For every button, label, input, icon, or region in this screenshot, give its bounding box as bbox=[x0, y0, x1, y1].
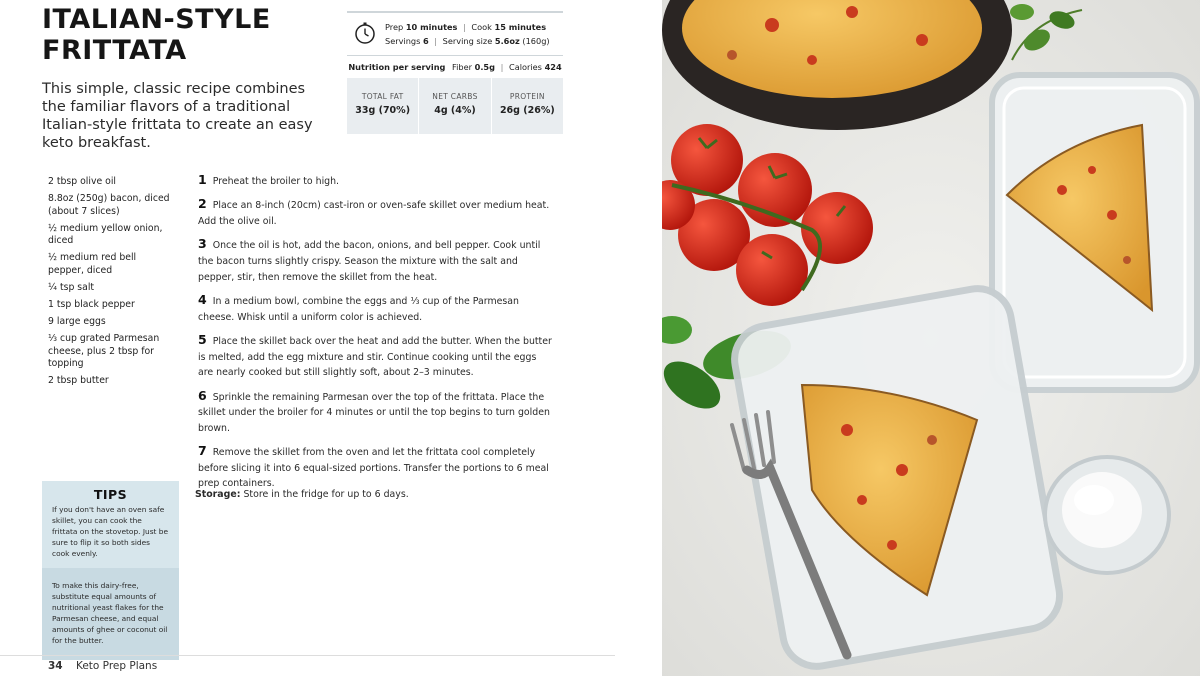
storage-note bbox=[195, 489, 409, 500]
ingredient-item: 9 large eggs bbox=[48, 316, 106, 328]
step-item bbox=[198, 236, 554, 285]
macros-panel bbox=[347, 78, 563, 134]
ingredient-item: 2 tbsp olive oil bbox=[48, 176, 117, 187]
step-number: 7 bbox=[198, 443, 207, 459]
footer-divider bbox=[0, 655, 615, 656]
calories-value: 424 bbox=[544, 62, 562, 72]
nutrition-label: Nutrition per serving bbox=[348, 62, 446, 72]
tips-title: TIPS bbox=[93, 487, 128, 502]
step-item bbox=[198, 196, 554, 229]
macro-label: PROTEIN bbox=[509, 92, 545, 101]
step-text: Remove the skillet from the oven and let the frittata cool completely before slicing it into 6 equal-sized portions. Transfer the portions to 6 meal prep containers. bbox=[198, 447, 549, 490]
title-line-2: FRITTATA bbox=[42, 35, 187, 66]
step-number: 1 bbox=[198, 172, 207, 187]
prep-value: 10 minutes bbox=[405, 22, 458, 32]
calories-label: Calories bbox=[508, 62, 542, 72]
page-number: 34 bbox=[48, 660, 63, 672]
serving-size-label: Serving size bbox=[442, 36, 493, 46]
ingredient-item: ½ medium yellow onion, diced bbox=[48, 222, 163, 247]
servings-value: 6 bbox=[422, 36, 429, 46]
step-text: Sprinkle the remaining Parmesan over the top of the frittata. Place the skillet under the broiler for 4 minutes or until the top begins to turn golden brown. bbox=[198, 391, 550, 434]
salt-bowl bbox=[1045, 457, 1169, 573]
step-text: Place the skillet back over the heat and add the butter. When the butter is melted, add the egg mixture and stir. Continue cooking until the eggs are nearly cooked but still slightly soft, about 2–3 minutes. bbox=[198, 335, 552, 379]
prep-label: Prep bbox=[385, 22, 404, 32]
ingredient-list bbox=[48, 176, 173, 392]
ingredient-item: ½ medium red bell pepper, diced bbox=[48, 252, 137, 276]
cook-value: 15 minutes bbox=[494, 22, 547, 32]
ingredient-item: 8.8oz (250g) bacon, diced (about 7 slices) bbox=[48, 193, 170, 217]
step-number: 3 bbox=[198, 236, 207, 252]
step-item bbox=[198, 332, 554, 381]
food-illustration bbox=[662, 0, 1200, 676]
step-item bbox=[198, 292, 554, 325]
ingredient-item: ⅓ cup grated Parmesan cheese, plus 2 tbsp for topping bbox=[48, 333, 160, 370]
ingredient-item: 1 tsp black pepper bbox=[48, 298, 135, 310]
ingredient-item: 2 tbsp butter bbox=[48, 375, 109, 387]
step-text: Place an 8-inch (20cm) cast-iron or oven-safe skillet over medium heat. Add the olive oil. bbox=[198, 200, 550, 227]
prep-cook-line: Prep 10 minutes | Cook 15 minutes bbox=[385, 22, 547, 32]
step-item bbox=[198, 388, 554, 437]
meal-prep-container bbox=[992, 75, 1197, 390]
servings-label: Servings bbox=[385, 36, 421, 46]
tips-box bbox=[42, 481, 179, 654]
tip-text: If you don't have an oven safe skillet, you can cook the frittata on the stovetop. Just be sure to flip it so both sides cook evenly. bbox=[52, 505, 169, 558]
step-item bbox=[198, 172, 554, 190]
macro-value: 33g (70%) bbox=[355, 105, 411, 116]
step-number: 6 bbox=[198, 387, 207, 403]
macro-value: 4g (4%) bbox=[434, 105, 476, 116]
step-item bbox=[198, 443, 554, 492]
step-text: Once the oil is hot, add the bacon, onions, and bell pepper. Cook until the bacon turns slightly crispy. Season the mixture with the salt and pepper, stir, then remove the skillet from the heat. bbox=[198, 240, 541, 283]
clock-icon bbox=[354, 22, 376, 44]
method-steps bbox=[198, 172, 554, 499]
step-number: 4 bbox=[198, 291, 207, 307]
macro-value: 26g (26%) bbox=[499, 105, 555, 116]
frittata-photo bbox=[662, 0, 1200, 676]
book-section: Keto Prep Plans bbox=[75, 660, 158, 672]
macro-carbs bbox=[419, 78, 491, 134]
recipe-info-box bbox=[347, 11, 563, 135]
servings-line: Servings 6 | Serving size 5.6oz (160g) bbox=[385, 36, 550, 46]
macro-protein bbox=[492, 78, 563, 134]
tip-text: To make this dairy-free, substitute equal amounts of nutritional yeast flakes for the Parmesan cheese, and equal amounts of ghee or coconut oil for the butter. bbox=[42, 568, 179, 660]
fiber-value: 0.5g bbox=[474, 62, 495, 72]
timing-panel bbox=[347, 11, 563, 55]
recipe-title bbox=[42, 4, 271, 66]
step-text: In a medium bowl, combine the eggs and ⅓ cup of the Parmesan cheese. Whisk until a uniform color is achieved. bbox=[198, 295, 519, 323]
macro-label: NET CARBS bbox=[432, 92, 478, 101]
step-text: Preheat the broiler to high. bbox=[212, 176, 340, 187]
macro-label: TOTAL FAT bbox=[361, 92, 404, 101]
step-number: 2 bbox=[198, 196, 207, 212]
meal-prep-container bbox=[729, 283, 1065, 671]
cook-label: Cook bbox=[471, 22, 492, 32]
ingredient-item: ¼ tsp salt bbox=[48, 281, 95, 293]
macro-fat bbox=[347, 78, 419, 134]
fiber-label: Fiber bbox=[452, 62, 473, 72]
step-number: 5 bbox=[198, 331, 207, 347]
recipe-intro: This simple, classic recipe combines the familiar flavors of a traditional Italian-style frittata to create an easy keto breakfast. bbox=[42, 81, 313, 151]
serving-size-grams: (160g) bbox=[522, 36, 550, 46]
page-footer bbox=[48, 660, 157, 672]
storage-text: Store in the fridge for up to 6 days. bbox=[243, 489, 409, 500]
storage-label: Storage: bbox=[195, 489, 241, 500]
nutrition-row: Nutrition per serving Fiber 0.5g | Calories 424 bbox=[347, 55, 563, 78]
title-line-1: ITALIAN-STYLE bbox=[42, 4, 271, 35]
serving-size-value: 5.6oz bbox=[494, 36, 520, 46]
